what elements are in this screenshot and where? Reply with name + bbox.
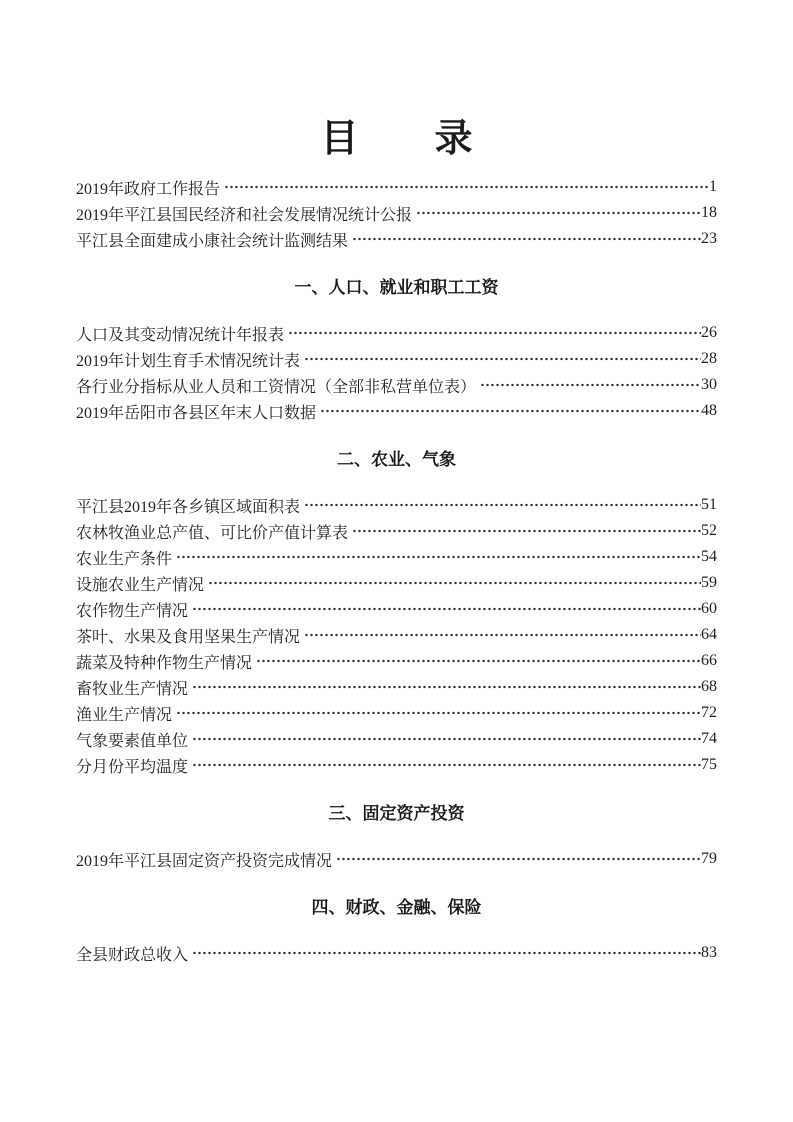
toc-entry-page: 83 xyxy=(701,944,717,961)
dot-leader xyxy=(319,398,701,424)
toc-entry-page: 30 xyxy=(701,376,717,393)
toc-entry xyxy=(76,320,717,346)
toc-entry-title: 2019年平江县固定资产投资完成情况 xyxy=(76,852,333,870)
section-heading-finance: 四、财政、金融、保险 xyxy=(311,898,482,917)
toc-entry-title: 平江县2019年各乡镇区域面积表 xyxy=(76,498,301,516)
dot-leader xyxy=(175,700,701,726)
dot-leader xyxy=(303,346,701,372)
toc-entry-title: 2019年岳阳市各县区年末人口数据 xyxy=(76,404,317,422)
toc-entry-page: 68 xyxy=(701,678,717,695)
toc-entry-title: 畜牧业生产情况 xyxy=(76,680,189,698)
toc-entry xyxy=(76,596,717,622)
section-list-finance xyxy=(76,940,717,966)
dot-leader xyxy=(303,492,701,518)
toc-entry-title: 分月份平均温度 xyxy=(76,758,189,776)
section-list-agriculture xyxy=(76,492,717,778)
toc-entry-title: 各行业分指标从业人员和工资情况（全部非私营单位表） xyxy=(76,378,477,396)
toc-entry-page: 51 xyxy=(701,496,717,513)
toc-entry xyxy=(76,622,717,648)
toc-entry xyxy=(76,398,717,424)
toc-entry-page: 59 xyxy=(701,574,717,591)
toc-entry xyxy=(76,372,717,398)
toc-entry-page: 72 xyxy=(701,704,717,721)
section-heading-population: 一、人口、就业和职工工资 xyxy=(294,278,499,297)
toc-entry-page: 23 xyxy=(701,230,717,247)
toc-entry-title: 农林牧渔业总产值、可比价产值计算表 xyxy=(76,524,349,542)
toc-entry-title: 平江县全面建成小康社会统计监测结果 xyxy=(76,232,349,250)
toc-entry-page: 79 xyxy=(701,850,717,867)
dot-leader xyxy=(191,752,701,778)
toc-entry xyxy=(76,940,717,966)
toc-entry xyxy=(76,726,717,752)
toc-entry-title: 全县财政总收入 xyxy=(76,946,189,964)
dot-leader xyxy=(191,596,701,622)
toc-entry-title: 渔业生产情况 xyxy=(76,706,173,724)
toc-entry xyxy=(76,846,717,872)
toc-entry-page: 28 xyxy=(701,350,717,367)
toc-entry-page: 60 xyxy=(701,600,717,617)
toc-entry xyxy=(76,674,717,700)
toc-entry xyxy=(76,346,717,372)
toc-entry-page: 64 xyxy=(701,626,717,643)
toc-entry-page: 74 xyxy=(701,730,717,747)
front-matter-list xyxy=(76,174,717,252)
toc-entry-page: 75 xyxy=(701,756,717,773)
section-heading-investment: 三、固定资产投资 xyxy=(328,804,465,823)
dot-leader xyxy=(479,372,701,398)
section-list-population xyxy=(76,320,717,424)
toc-entry-title: 2019年计划生育手术情况统计表 xyxy=(76,352,301,370)
dot-leader xyxy=(207,570,701,596)
toc-entry-title: 农作物生产情况 xyxy=(76,602,189,620)
toc-entry xyxy=(76,570,717,596)
dot-leader xyxy=(223,174,709,200)
toc-entry-title: 蔬菜及特种作物生产情况 xyxy=(76,654,253,672)
toc-entry-page: 48 xyxy=(701,402,717,419)
dot-leader xyxy=(191,726,701,752)
toc-entry-title: 茶叶、水果及食用坚果生产情况 xyxy=(76,628,301,646)
page-title: 目 录 xyxy=(320,118,473,160)
toc-entry xyxy=(76,544,717,570)
toc-entry xyxy=(76,518,717,544)
toc-entry-page: 66 xyxy=(701,652,717,669)
toc-entry xyxy=(76,200,717,226)
dot-leader xyxy=(303,622,701,648)
dot-leader xyxy=(255,648,701,674)
toc-entry-title: 人口及其变动情况统计年报表 xyxy=(76,326,285,344)
dot-leader xyxy=(335,846,701,872)
dot-leader xyxy=(351,226,701,252)
toc-entry xyxy=(76,752,717,778)
toc-entry-title: 2019年政府工作报告 xyxy=(76,180,221,198)
toc-entry-title: 气象要素值单位 xyxy=(76,732,189,750)
dot-leader xyxy=(415,200,701,226)
toc-entry xyxy=(76,174,717,200)
toc-entry xyxy=(76,492,717,518)
toc-entry-title: 农业生产条件 xyxy=(76,550,173,568)
toc-entry xyxy=(76,700,717,726)
toc-entry-title: 设施农业生产情况 xyxy=(76,576,205,594)
toc-entry-page: 18 xyxy=(701,204,717,221)
toc-entry xyxy=(76,226,717,252)
section-list-investment xyxy=(76,846,717,872)
dot-leader xyxy=(175,544,701,570)
dot-leader xyxy=(191,940,701,966)
dot-leader xyxy=(287,320,701,346)
toc-entry-page: 54 xyxy=(701,548,717,565)
toc-entry-page: 1 xyxy=(709,178,717,195)
toc-entry-title: 2019年平江县国民经济和社会发展情况统计公报 xyxy=(76,206,413,224)
toc-entry xyxy=(76,648,717,674)
toc-entry-page: 52 xyxy=(701,522,717,539)
dot-leader xyxy=(191,674,701,700)
section-heading-agriculture: 二、农业、气象 xyxy=(337,450,456,469)
dot-leader xyxy=(351,518,701,544)
toc-entry-page: 26 xyxy=(701,324,717,341)
